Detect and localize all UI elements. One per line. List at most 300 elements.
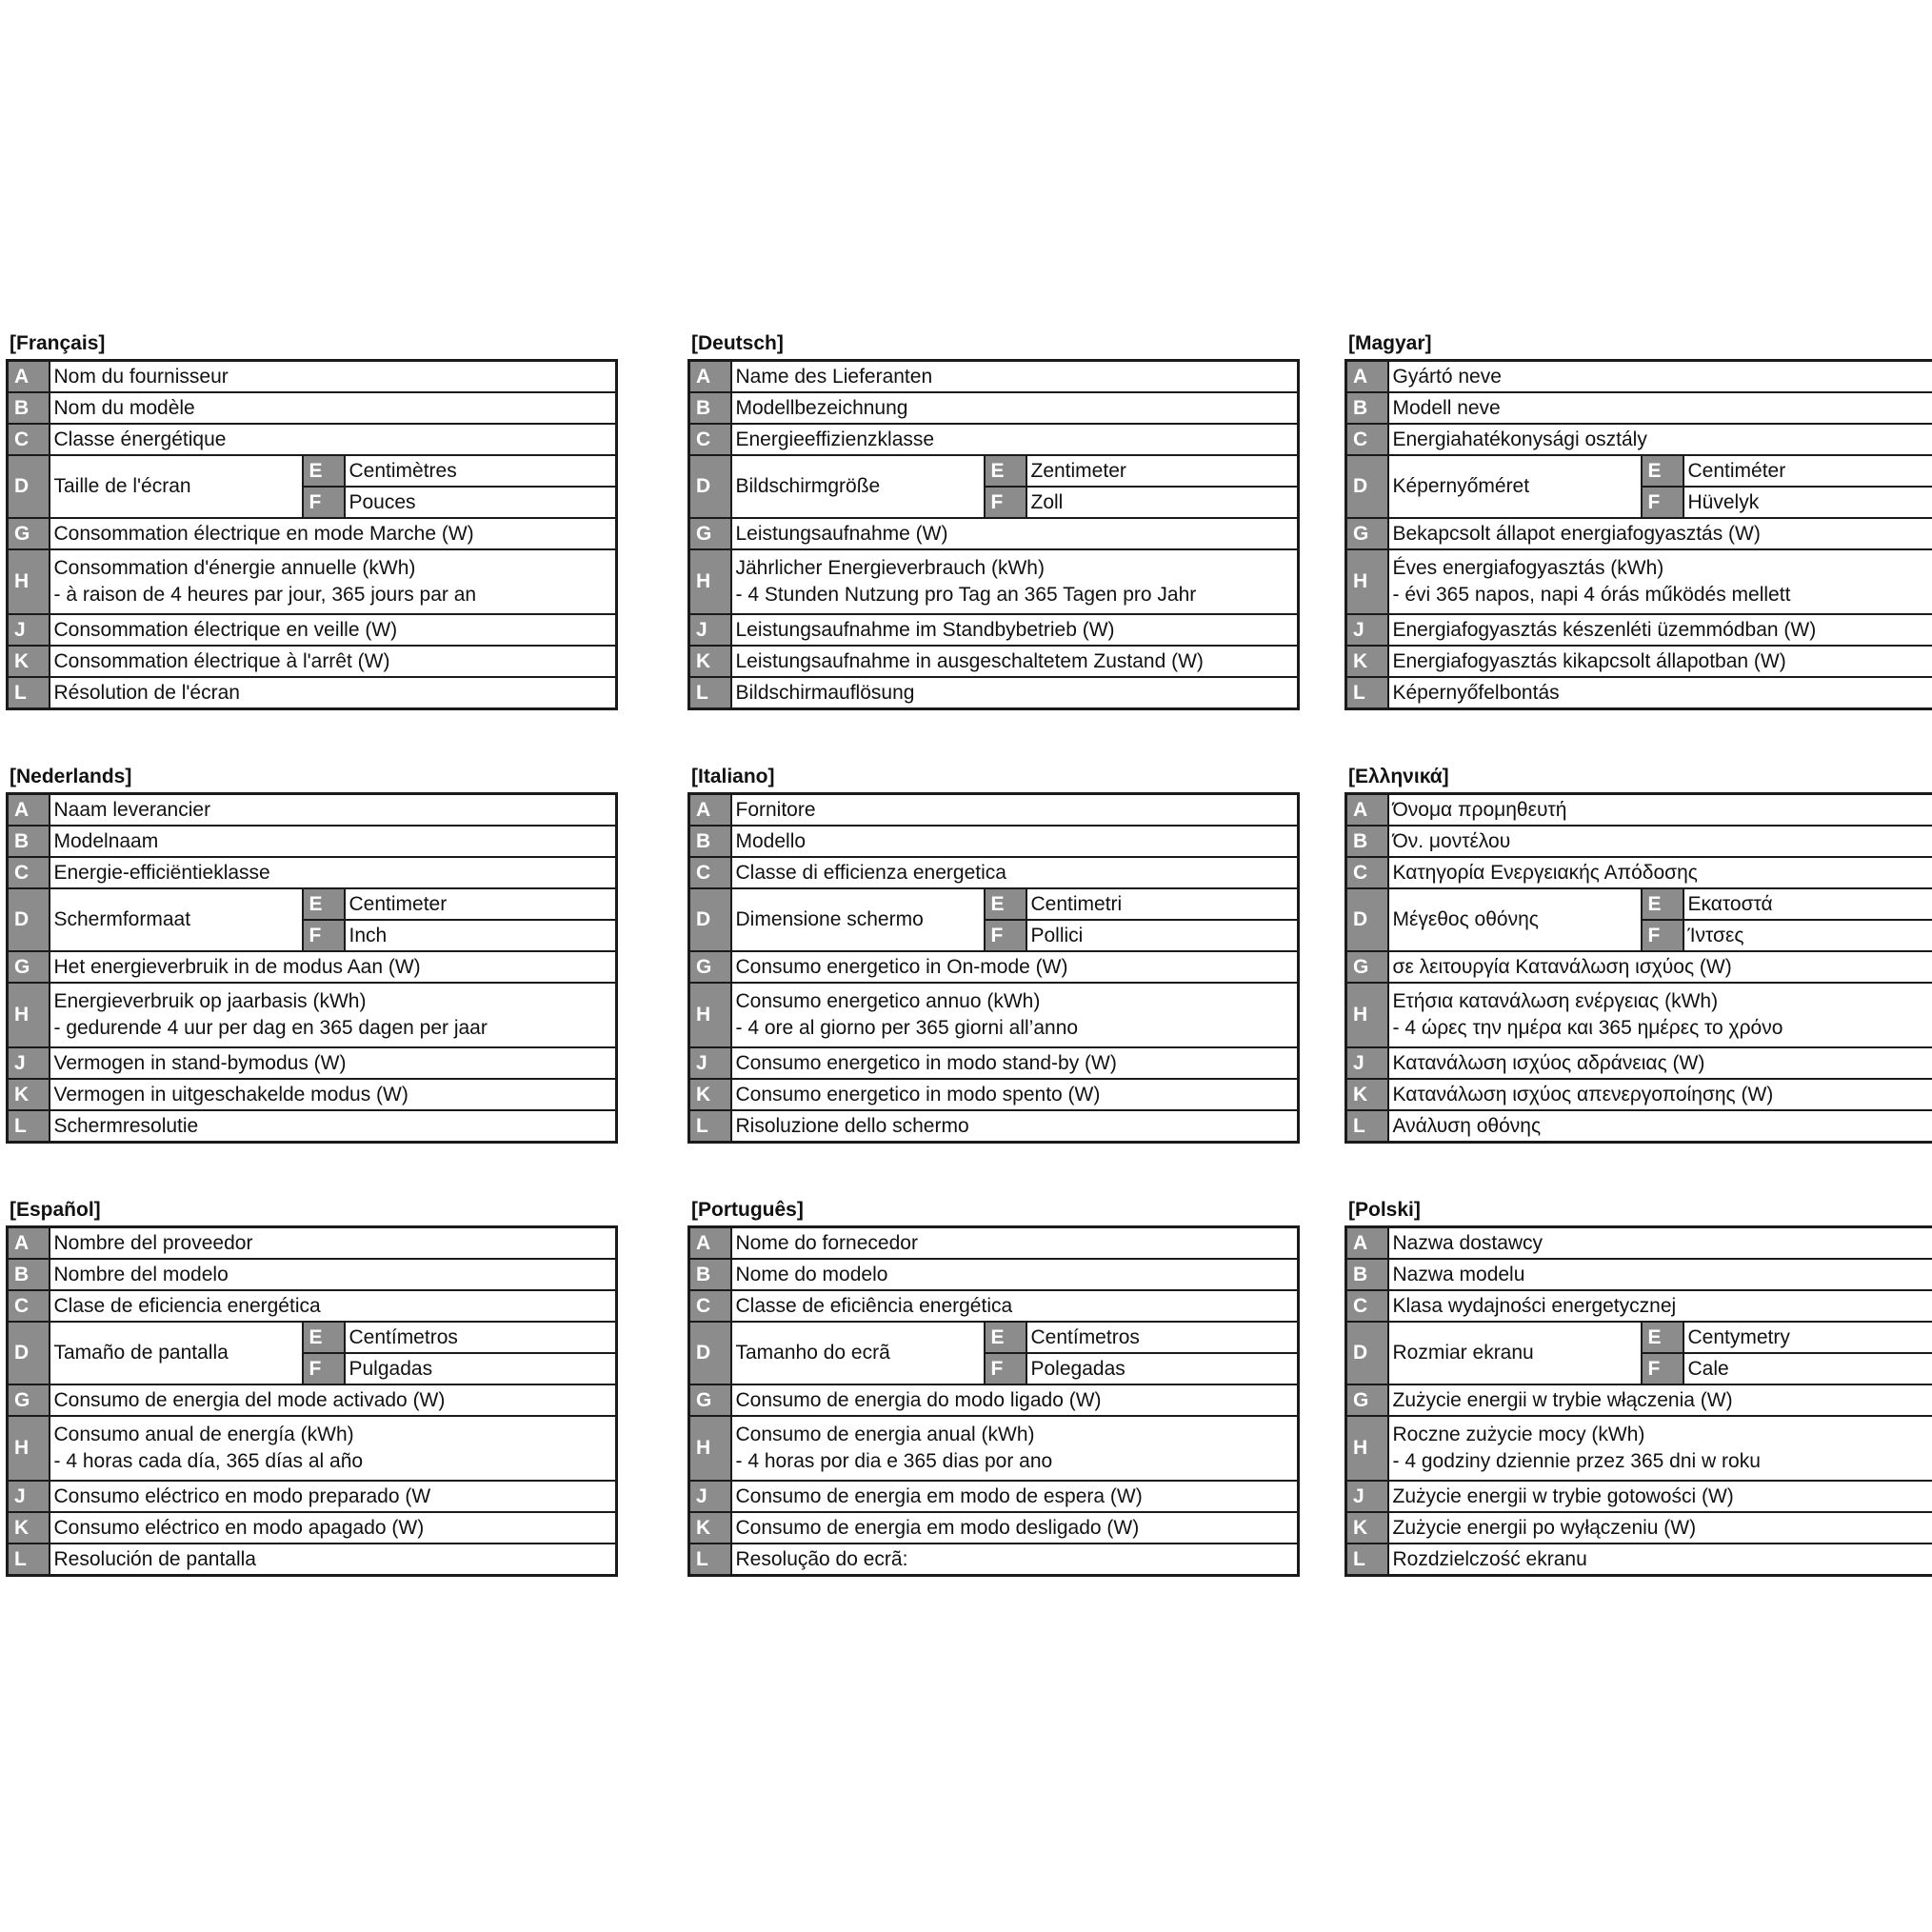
annual-energy-line-2: - 4 Stunden Nutzung pro Tag an 365 Tagen pro Jahr [735,584,1197,606]
row-h [689,549,1299,614]
letter-k: K [8,646,50,677]
supplier-name-label: Nom du fournisseur [50,361,617,393]
language-title: [Polski] [1348,1199,1421,1221]
letter-k: K [689,646,731,677]
row-j [1346,1481,1932,1512]
letter-c: C [689,857,731,888]
row-d-e [8,455,617,487]
letter-f: F [303,1353,345,1384]
supplier-name-label: Gyártó neve [1388,361,1932,393]
screen-size-label: Dimensione schermo [731,888,985,951]
letter-d: D [1346,1322,1388,1384]
on-mode-power-label: Leistungsaufnahme (W) [731,518,1299,549]
annual-energy-label [1388,1416,1932,1481]
off-mode-power-label: Consumo de energia em modo desligado (W) [731,1512,1299,1544]
energy-class-label: Clase de eficiencia energética [50,1290,617,1322]
on-mode-power-label: Zużycie energii w trybie włączenia (W) [1388,1384,1932,1416]
row-g [8,951,617,983]
letter-k: K [8,1512,50,1544]
letter-d: D [8,888,50,951]
row-g [8,1384,617,1416]
supplier-name-label: Naam leverancier [50,794,617,827]
letter-a: A [8,794,50,827]
model-name-label: Modellbezeichnung [731,392,1299,424]
energy-class-label: Klasa wydajności energetycznej [1388,1290,1932,1322]
row-c [689,424,1299,455]
letter-h: H [8,983,50,1047]
row-h [689,983,1299,1047]
row-c [8,1290,617,1322]
screen-size-label: Taille de l'écran [50,455,303,518]
row-l [689,677,1299,709]
annual-energy-line-2: - 4 horas por dia e 365 dias por ano [735,1450,1053,1472]
model-name-label: Nombre del modelo [50,1259,617,1290]
letter-h: H [8,1416,50,1481]
letter-h: H [1346,983,1388,1047]
row-g [689,1384,1299,1416]
row-k [8,1512,617,1544]
annual-energy-label [731,983,1299,1047]
on-mode-power-label: Consommation électrique en mode Marche (W) [50,518,617,549]
letter-l: L [8,677,50,709]
centimeters-label: Centymetry [1683,1322,1932,1353]
row-j [8,614,617,646]
language-title: [Español] [10,1199,101,1221]
on-mode-power-label: Consumo de energia del mode activado (W) [50,1384,617,1416]
letter-d: D [689,1322,731,1384]
row-d-e [689,1322,1299,1353]
centimeters-label: Centímetros [345,1322,617,1353]
screen-resolution-label: Resolução do ecrã: [731,1544,1299,1576]
centimeters-label: Εκατοστά [1683,888,1932,920]
energy-class-label: Κατηγορία Ενεργειακής Απόδοσης [1388,857,1932,888]
row-g [8,518,617,549]
screen-size-label: Μέγεθος οθόνης [1388,888,1642,951]
letter-l: L [1346,1544,1388,1576]
on-mode-power-label: Consumo de energia do modo ligado (W) [731,1384,1299,1416]
language-title: [Italiano] [691,766,775,787]
row-b [689,826,1299,857]
row-l [8,1110,617,1143]
row-d-e [8,1322,617,1353]
centimeters-label: Centiméter [1683,455,1932,487]
letter-d: D [1346,888,1388,951]
letter-l: L [1346,1110,1388,1143]
letter-c: C [8,1290,50,1322]
letter-b: B [689,392,731,424]
model-name-label: Nazwa modelu [1388,1259,1932,1290]
supplier-name-label: Fornitore [731,794,1299,827]
row-a [689,794,1299,827]
letter-b: B [8,392,50,424]
letter-g: G [8,1384,50,1416]
row-k [689,1512,1299,1544]
energy-class-label: Energieeffizienzklasse [731,424,1299,455]
standby-power-label: Consumo de energia em modo de espera (W) [731,1481,1299,1512]
on-mode-power-label: Consumo energetico in On-mode (W) [731,951,1299,983]
row-l [8,677,617,709]
row-h [1346,549,1932,614]
letter-l: L [8,1544,50,1576]
row-l [1346,1110,1932,1143]
centimeters-label: Centímetros [1026,1322,1299,1353]
screen-resolution-label: Rozdzielczość ekranu [1388,1544,1932,1576]
letter-h: H [689,983,731,1047]
letter-b: B [8,826,50,857]
off-mode-power-label: Leistungsaufnahme in ausgeschaltetem Zustand (W) [731,646,1299,677]
letter-j: J [8,1047,50,1079]
row-k [1346,1512,1932,1544]
on-mode-power-label: Bekapcsolt állapot energiafogyasztás (W) [1388,518,1932,549]
annual-energy-line-2: - évi 365 napos, napi 4 órás működés mellett [1392,584,1791,606]
letter-g: G [8,951,50,983]
annual-energy-line-1: Consumo de energia anual (kWh) [735,1424,1035,1445]
letter-h: H [8,549,50,614]
annual-energy-line-1: Jährlicher Energieverbrauch (kWh) [735,557,1045,579]
row-a [8,1227,617,1260]
row-h [8,549,617,614]
screen-resolution-label: Résolution de l'écran [50,677,617,709]
row-a [8,361,617,393]
letter-a: A [8,361,50,393]
centimeters-label: Centimetri [1026,888,1299,920]
letter-j: J [689,614,731,646]
row-k [8,1079,617,1110]
letter-j: J [1346,614,1388,646]
letter-d: D [689,455,731,518]
standby-power-label: Consommation électrique en veille (W) [50,614,617,646]
letter-j: J [689,1047,731,1079]
row-c [8,857,617,888]
row-g [1346,951,1932,983]
model-name-label: Nom du modèle [50,392,617,424]
annual-energy-label [50,549,617,614]
energy-class-label: Classe énergétique [50,424,617,455]
letter-e: E [303,1322,345,1353]
screen-size-label: Bildschirmgröße [731,455,985,518]
spec-table [1344,792,1932,1144]
language-title: [Français] [10,332,106,354]
letter-e: E [1642,455,1683,487]
row-b [689,1259,1299,1290]
energy-class-label: Energie-efficiëntieklasse [50,857,617,888]
supplier-name-label: Nazwa dostawcy [1388,1227,1932,1260]
row-c [8,424,617,455]
row-a [689,361,1299,393]
model-name-label: Modello [731,826,1299,857]
row-l [689,1110,1299,1143]
spec-table [687,792,1300,1144]
standby-power-label: Vermogen in stand-bymodus (W) [50,1047,617,1079]
letter-e: E [303,888,345,920]
letter-a: A [689,1227,731,1260]
letter-f: F [985,1353,1026,1384]
off-mode-power-label: Zużycie energii po wyłączeniu (W) [1388,1512,1932,1544]
row-b [689,392,1299,424]
language-title: [Deutsch] [691,332,784,354]
letter-h: H [689,549,731,614]
language-title: [Nederlands] [10,766,132,787]
letter-e: E [303,455,345,487]
row-j [689,1481,1299,1512]
inches-label: Zoll [1026,487,1299,518]
letter-l: L [689,677,731,709]
inches-label: Hüvelyk [1683,487,1932,518]
language-title: [Ελληνικά] [1348,766,1449,787]
letter-j: J [1346,1481,1388,1512]
annual-energy-line-2: - 4 ώρες την ημέρα και 365 ημέρες το χρόνο [1392,1017,1783,1039]
letter-a: A [1346,361,1388,393]
row-k [1346,646,1932,677]
model-name-label: Modell neve [1388,392,1932,424]
off-mode-power-label: Consumo energetico in modo spento (W) [731,1079,1299,1110]
inches-label: Inch [345,920,617,951]
row-h [1346,1416,1932,1481]
annual-energy-label [50,983,617,1047]
centimeters-label: Centimètres [345,455,617,487]
inches-label: Cale [1683,1353,1932,1384]
annual-energy-line-1: Consumo anual de energía (kWh) [53,1424,354,1445]
row-g [1346,518,1932,549]
screen-size-label: Tamaño de pantalla [50,1322,303,1384]
letter-g: G [689,518,731,549]
row-c [1346,857,1932,888]
spec-table [6,792,618,1144]
letter-k: K [689,1512,731,1544]
inches-label: Pouces [345,487,617,518]
model-name-label: Όν. μοντέλου [1388,826,1932,857]
row-b [1346,392,1932,424]
letter-e: E [1642,888,1683,920]
annual-energy-line-1: Consumo energetico annuo (kWh) [735,990,1041,1012]
row-a [1346,794,1932,827]
letter-g: G [689,1384,731,1416]
row-a [1346,1227,1932,1260]
on-mode-power-label: σε λειτουργία Κατανάλωση ισχύος (W) [1388,951,1932,983]
screen-size-label: Tamanho do ecrã [731,1322,985,1384]
inches-label: Pollici [1026,920,1299,951]
row-c [689,857,1299,888]
letter-b: B [689,826,731,857]
letter-k: K [1346,1512,1388,1544]
letter-c: C [1346,424,1388,455]
annual-energy-line-2: - 4 horas cada día, 365 días al año [53,1450,364,1472]
annual-energy-line-2: - 4 ore al giorno per 365 giorni all’anno [735,1017,1079,1039]
screen-size-label: Rozmiar ekranu [1388,1322,1642,1384]
spec-table [1344,1225,1932,1577]
language-title: [Magyar] [1348,332,1432,354]
spec-table [6,1225,618,1577]
row-j [689,614,1299,646]
letter-g: G [1346,1384,1388,1416]
annual-energy-line-1: Roczne zużycie mocy (kWh) [1392,1424,1645,1445]
inches-label: Pulgadas [345,1353,617,1384]
screen-size-label: Schermformaat [50,888,303,951]
letter-j: J [1346,1047,1388,1079]
annual-energy-label [50,1416,617,1481]
standby-power-label: Energiafogyasztás készenléti üzemmódban (W) [1388,614,1932,646]
letter-k: K [1346,1079,1388,1110]
letter-f: F [1642,487,1683,518]
spec-table [687,1225,1300,1577]
row-l [1346,677,1932,709]
row-a [689,1227,1299,1260]
off-mode-power-label: Vermogen in uitgeschakelde modus (W) [50,1079,617,1110]
row-d-e [1346,455,1932,487]
letter-k: K [1346,646,1388,677]
row-a [1346,361,1932,393]
inches-label: Ίντσες [1683,920,1932,951]
letter-g: G [8,518,50,549]
energy-class-label: Classe de eficiência energética [731,1290,1299,1322]
row-l [8,1544,617,1576]
row-j [689,1047,1299,1079]
row-d-e [8,888,617,920]
row-g [689,518,1299,549]
annual-energy-line-2: - gedurende 4 uur per dag en 365 dagen per jaar [53,1017,488,1039]
letter-k: K [8,1079,50,1110]
letter-g: G [1346,951,1388,983]
row-c [689,1290,1299,1322]
annual-energy-label [1388,549,1932,614]
annual-energy-label [1388,983,1932,1047]
row-b [1346,826,1932,857]
letter-d: D [1346,455,1388,518]
letter-d: D [8,455,50,518]
row-c [1346,1290,1932,1322]
letter-f: F [1642,1353,1683,1384]
annual-energy-line-1: Éves energiafogyasztás (kWh) [1392,557,1664,579]
screen-resolution-label: Bildschirmauflösung [731,677,1299,709]
model-name-label: Modelnaam [50,826,617,857]
letter-e: E [985,888,1026,920]
row-h [8,983,617,1047]
letter-f: F [1642,920,1683,951]
standby-power-label: Consumo eléctrico en modo preparado (W [50,1481,617,1512]
letter-f: F [985,487,1026,518]
letter-b: B [689,1259,731,1290]
letter-l: L [689,1110,731,1143]
letter-l: L [689,1544,731,1576]
row-h [8,1416,617,1481]
letter-j: J [8,614,50,646]
row-l [1346,1544,1932,1576]
letter-a: A [1346,1227,1388,1260]
inches-label: Polegadas [1026,1353,1299,1384]
row-d-e [689,888,1299,920]
standby-power-label: Leistungsaufnahme im Standbybetrieb (W) [731,614,1299,646]
letter-c: C [689,424,731,455]
annual-energy-line-2: - à raison de 4 heures par jour, 365 jours par an [53,584,477,606]
spec-table [687,359,1300,710]
letter-a: A [1346,794,1388,827]
letter-h: H [1346,549,1388,614]
letter-b: B [1346,826,1388,857]
letter-g: G [1346,518,1388,549]
screen-resolution-label: Ανάλυση οθόνης [1388,1110,1932,1143]
row-b [8,826,617,857]
letter-b: B [1346,392,1388,424]
row-l [689,1544,1299,1576]
energy-class-label: Classe di efficienza energetica [731,857,1299,888]
letter-h: H [689,1416,731,1481]
letter-b: B [8,1259,50,1290]
off-mode-power-label: Consumo eléctrico en modo apagado (W) [50,1512,617,1544]
row-b [8,1259,617,1290]
off-mode-power-label: Κατανάλωση ισχύος απενεργοποίησης (W) [1388,1079,1932,1110]
centimeters-label: Zentimeter [1026,455,1299,487]
language-title: [Português] [691,1199,804,1221]
row-d-e [1346,1322,1932,1353]
annual-energy-label [731,549,1299,614]
letter-c: C [1346,1290,1388,1322]
standby-power-label: Κατανάλωση ισχύος αδράνειας (W) [1388,1047,1932,1079]
letter-f: F [303,487,345,518]
row-j [8,1047,617,1079]
letter-g: G [689,951,731,983]
letter-f: F [303,920,345,951]
row-h [1346,983,1932,1047]
energy-class-label: Energiahatékonysági osztály [1388,424,1932,455]
row-k [8,646,617,677]
screen-resolution-label: Risoluzione dello schermo [731,1110,1299,1143]
row-b [1346,1259,1932,1290]
row-c [1346,424,1932,455]
supplier-name-label: Nombre del proveedor [50,1227,617,1260]
supplier-name-label: Nome do fornecedor [731,1227,1299,1260]
spec-table [6,359,618,710]
letter-h: H [1346,1416,1388,1481]
letter-c: C [8,857,50,888]
off-mode-power-label: Energiafogyasztás kikapcsolt állapotban (W) [1388,646,1932,677]
letter-f: F [985,920,1026,951]
letter-a: A [689,794,731,827]
annual-energy-line-1: Consommation d'énergie annuelle (kWh) [53,557,416,579]
row-h [689,1416,1299,1481]
row-j [1346,1047,1932,1079]
row-d-e [1346,888,1932,920]
row-k [689,646,1299,677]
row-d-e [689,455,1299,487]
letter-e: E [985,455,1026,487]
letter-k: K [689,1079,731,1110]
on-mode-power-label: Het energieverbruik in de modus Aan (W) [50,951,617,983]
spec-table [1344,359,1932,710]
screen-size-label: Képernyőméret [1388,455,1642,518]
screen-resolution-label: Képernyőfelbontás [1388,677,1932,709]
annual-energy-line-1: Ετήσια κατανάλωση ενέργειας (kWh) [1392,990,1719,1012]
supplier-name-label: Όνομα προμηθευτή [1388,794,1932,827]
row-a [8,794,617,827]
letter-l: L [8,1110,50,1143]
letter-c: C [8,424,50,455]
screen-resolution-label: Schermresolutie [50,1110,617,1143]
row-g [689,951,1299,983]
supplier-name-label: Name des Lieferanten [731,361,1299,393]
row-g [1346,1384,1932,1416]
model-name-label: Nome do modelo [731,1259,1299,1290]
off-mode-power-label: Consommation électrique à l'arrêt (W) [50,646,617,677]
letter-c: C [1346,857,1388,888]
annual-energy-line-2: - 4 godziny dziennie przez 365 dni w roku [1392,1450,1761,1472]
letter-a: A [8,1227,50,1260]
standby-power-label: Consumo energetico in modo stand-by (W) [731,1047,1299,1079]
row-j [1346,614,1932,646]
letter-d: D [689,888,731,951]
annual-energy-line-1: Energieverbruik op jaarbasis (kWh) [53,990,367,1012]
letter-e: E [985,1322,1026,1353]
letter-l: L [1346,677,1388,709]
